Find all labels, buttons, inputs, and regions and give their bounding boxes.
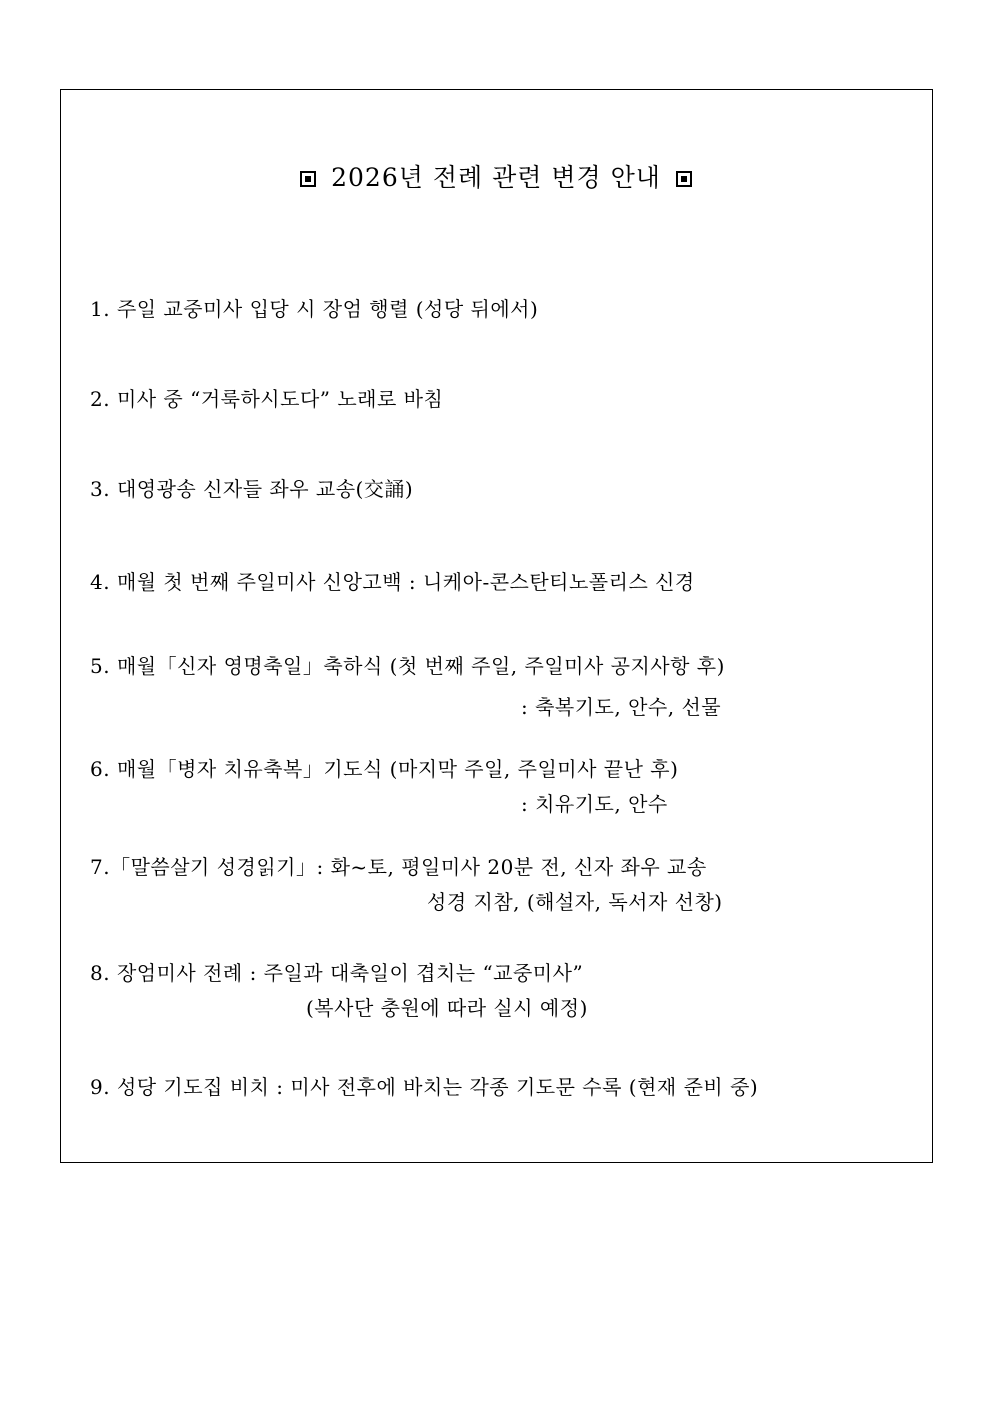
document-title-row bbox=[0, 158, 992, 194]
list-item-7: 7.「말씀살기 성경읽기」: 화~토, 평일미사 20분 전, 신자 좌우 교송 bbox=[90, 855, 707, 879]
list-item-6: 6. 매월「병자 치유축복」기도식 (마지막 주일, 주일미사 끝난 후) bbox=[90, 757, 679, 781]
list-item-8-detail: (복사단 충원에 따라 실시 예정) bbox=[306, 996, 588, 1020]
list-item-3: 3. 대영광송 신자들 좌우 교송(交誦) bbox=[90, 477, 414, 501]
document-title: 2026년 전례 관련 변경 안내 bbox=[331, 163, 661, 192]
list-item-9: 9. 성당 기도집 비치 : 미사 전후에 바치는 각종 기도문 수록 (현재 준비 중) bbox=[90, 1075, 759, 1099]
square-bullet-icon bbox=[300, 171, 316, 187]
square-bullet-icon bbox=[676, 171, 692, 187]
list-item-1: 1. 주일 교중미사 입당 시 장엄 행렬 (성당 뒤에서) bbox=[90, 297, 539, 321]
list-item-2: 2. 미사 중 “거룩하시도다” 노래로 바침 bbox=[90, 387, 444, 411]
list-item-8: 8. 장엄미사 전례 : 주일과 대축일이 겹치는 “교중미사” bbox=[90, 961, 584, 985]
list-item-5: 5. 매월「신자 영명축일」축하식 (첫 번째 주일, 주일미사 공지사항 후) bbox=[90, 654, 725, 678]
list-item-5-detail: : 축복기도, 안수, 선물 bbox=[521, 695, 722, 719]
list-item-6-detail: : 치유기도, 안수 bbox=[521, 792, 668, 816]
list-item-7-detail: 성경 지참, (해설자, 독서자 선창) bbox=[427, 890, 723, 914]
list-item-4: 4. 매월 첫 번째 주일미사 신앙고백 : 니케아-콘스탄티노폴리스 신경 bbox=[90, 570, 695, 594]
